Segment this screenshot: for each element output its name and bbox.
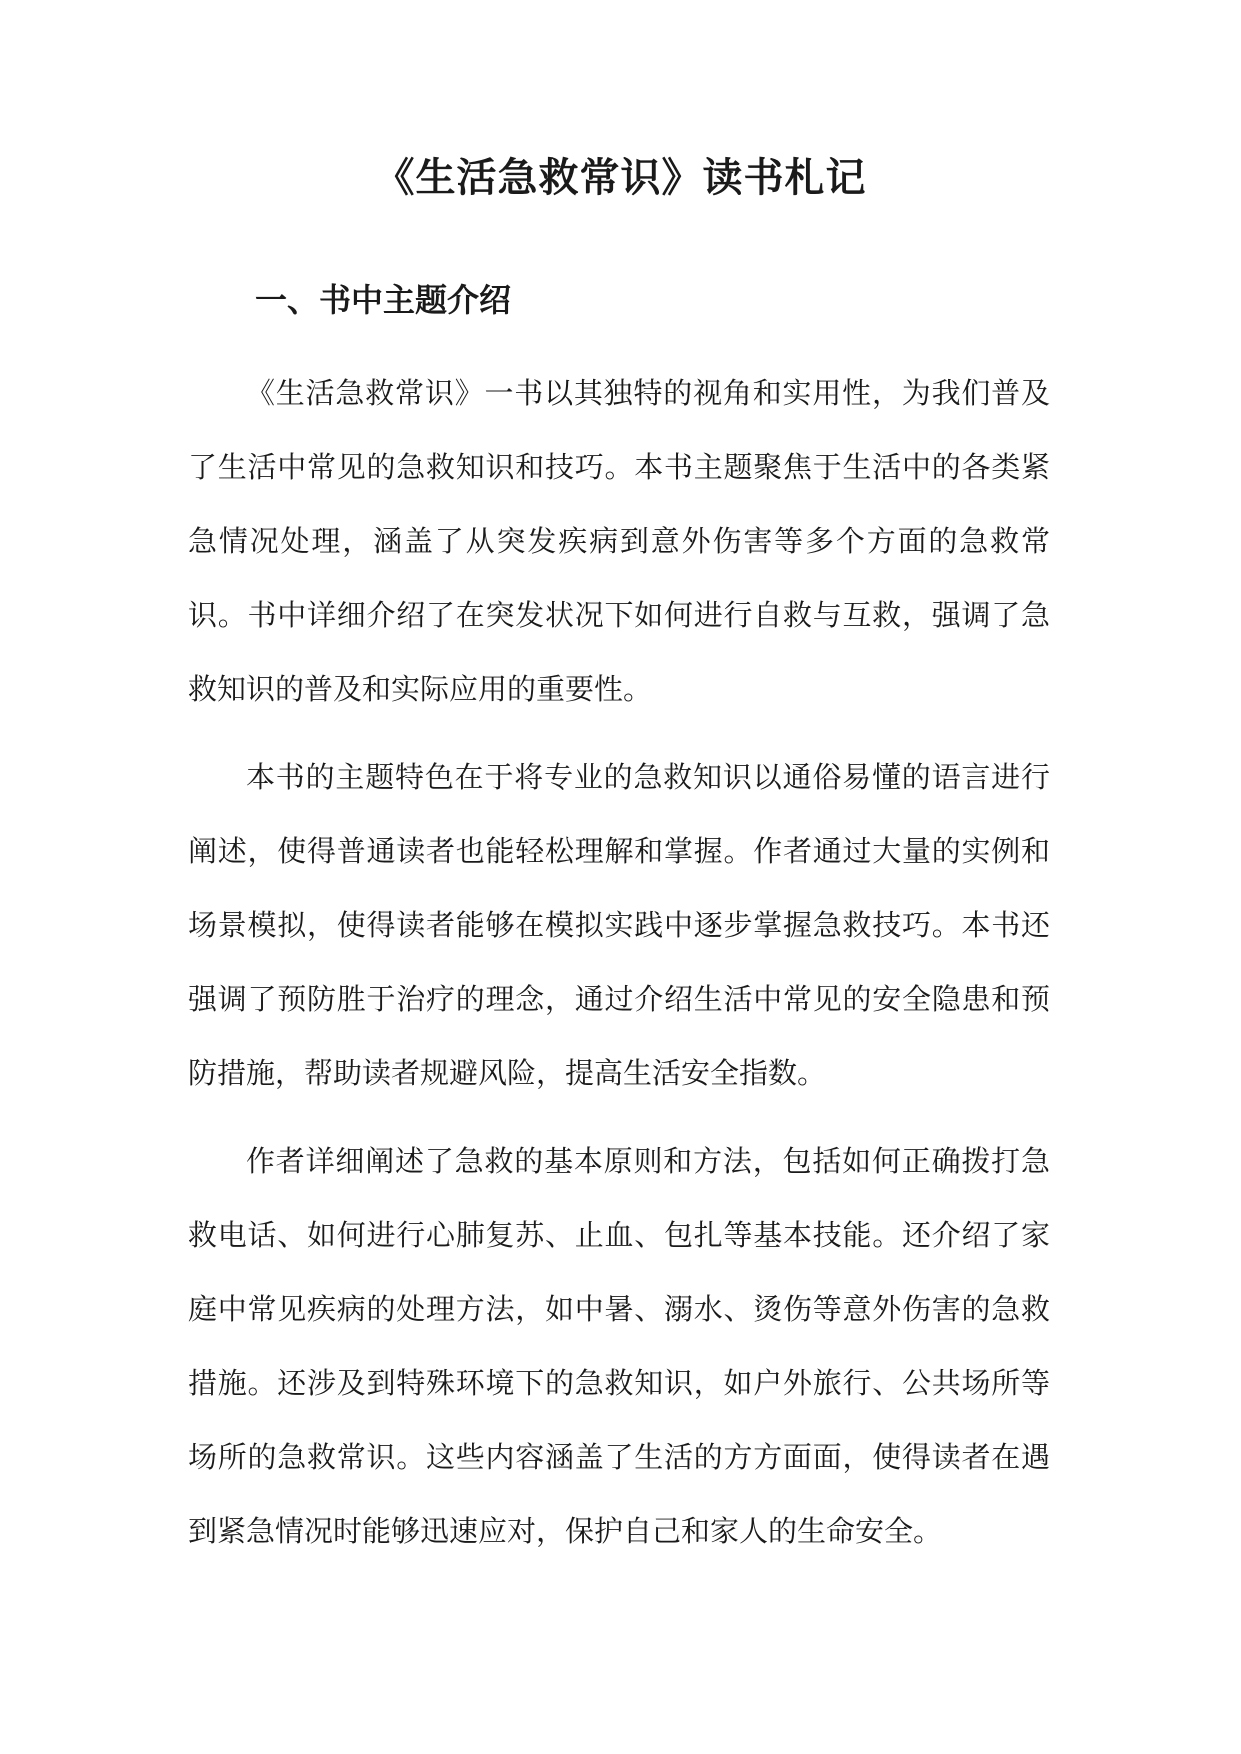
paragraph-1: 《生活急救常识》一书以其独特的视角和实用性，为我们普及了生活中常见的急救知识和技巧。本书主题聚焦于生活中的各类紧急情况处理，涵盖了从突发疾病到意外伤害等多个方面的急救常识。书中详细介绍了在突发状况下如何进行自救与互救，强调了急救知识的普及和实际应用的重要性。 [188,376,1050,706]
section-heading: 一、书中主题介绍 [255,281,512,319]
paragraph-2: 本书的主题特色在于将专业的急救知识以通俗易懂的语言进行阐述，使得普通读者也能轻松理解和掌握。作者通过大量的实例和场景模拟，使得读者能够在模拟实践中逐步掌握急救技巧。本书还强调了预防胜于治疗的理念，通过介绍生活中常见的安全隐患和预防措施，帮助读者规避风险，提高生活安全指数。 [188,760,1050,1090]
paragraph-3: 作者详细阐述了急救的基本原则和方法，包括如何正确拨打急救电话、如何进行心肺复苏、止血、包扎等基本技能。还介绍了家庭中常见疾病的处理方法，如中暑、溺水、烫伤等意外伤害的急救措施。还涉及到特殊环境下的急救知识，如户外旅行、公共场所等场所的急救常识。这些内容涵盖了生活的方方面面，使得读者在遇到紧急情况时能够迅速应对，保护自己和家人的生命安全。 [188,1144,1050,1548]
document-title: 《生活急救常识》读书札记 [374,154,867,201]
body-text [188,356,1050,1582]
